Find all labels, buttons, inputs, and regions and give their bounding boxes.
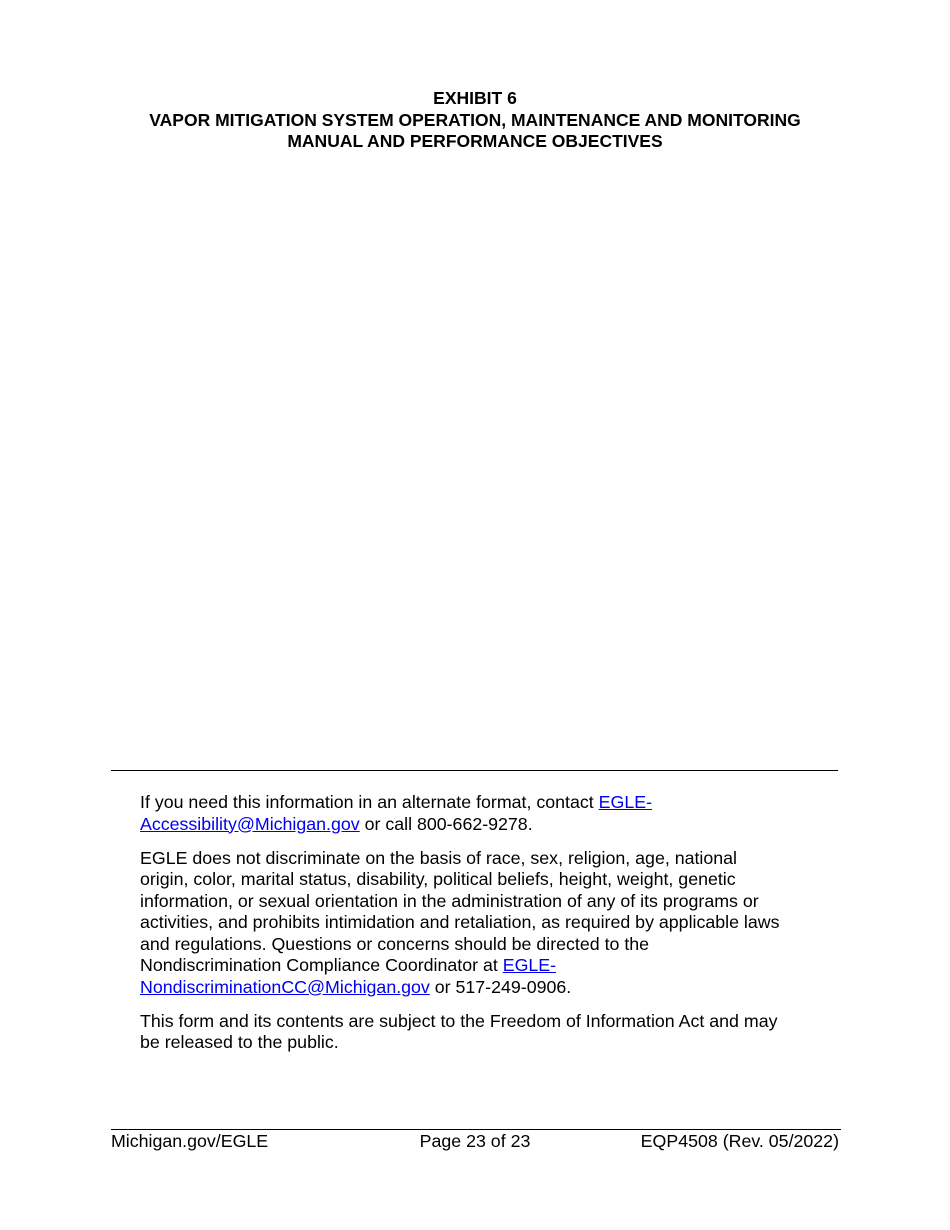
accessibility-email-link[interactable]: EGLE- Accessibility@Michigan.gov xyxy=(140,792,652,834)
footer-form-number: EQP4508 (Rev. 05/2022) xyxy=(640,1131,839,1151)
nondiscrimination-email-link[interactable]: EGLE- NondiscriminationCC@Michigan.gov xyxy=(140,955,557,997)
accessibility-notice xyxy=(140,792,820,1066)
footer-page-number: Page 23 of 23 xyxy=(419,1131,531,1151)
footer-divider xyxy=(111,1129,841,1130)
alternate-format-text: If you need this information in an alternate format, contact xyxy=(140,792,599,812)
page-heading xyxy=(0,88,950,153)
nondiscrimination-paragraph: EGLE does not discriminate on the basis of race, sex, religion, age, national origin, color, marital status, disability, political beliefs, height, weight, genetic information, or sexual orientation in the administration of any of its programs or activities, and prohibits intimidation and retaliation, as required by applicable laws and regulations. Questions or concerns should be directed to the Nondiscrimination Compliance Coordinator at EGLE- NondiscriminationCC@Michigan.gov or 517-249-0906. xyxy=(140,847,780,997)
exhibit-title-line-2: MANUAL AND PERFORMANCE OBJECTIVES xyxy=(287,131,663,151)
footer-website: Michigan.gov/EGLE xyxy=(111,1131,269,1151)
phone-text: or call 800-662-9278. xyxy=(359,813,533,834)
section-divider xyxy=(111,770,838,771)
foia-paragraph: This form and its contents are subject to the Freedom of Information Act and may be released to the public. xyxy=(140,1010,778,1052)
exhibit-title-line-1: VAPOR MITIGATION SYSTEM OPERATION, MAINTENANCE AND MONITORING xyxy=(149,109,801,130)
exhibit-label: EXHIBIT 6 xyxy=(433,88,517,108)
alternate-format-paragraph xyxy=(140,792,820,835)
